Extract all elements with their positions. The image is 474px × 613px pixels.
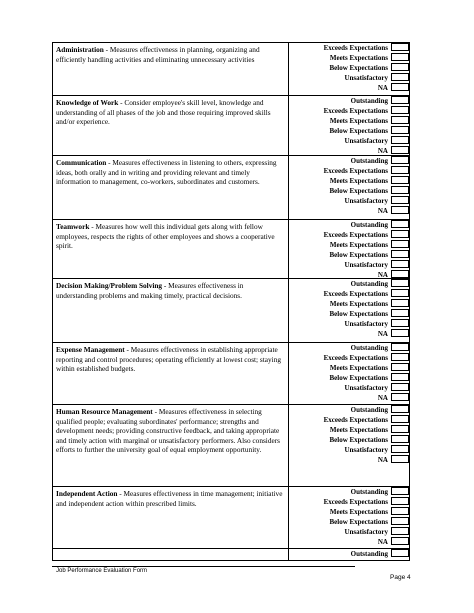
rating-option	[289, 176, 409, 186]
rating-checkbox[interactable]	[391, 497, 409, 505]
rating-checkbox[interactable]	[391, 507, 409, 515]
rating-label: Unsatisfactory	[344, 446, 388, 454]
criterion-title: Knowledge of Work	[56, 98, 119, 107]
rating-label: Outstanding	[350, 157, 388, 165]
rating-checkbox[interactable]	[391, 166, 409, 174]
rating-label: Exceeds Expectations	[323, 290, 388, 298]
rating-option	[289, 299, 409, 309]
rating-checkbox[interactable]	[391, 425, 409, 433]
rating-label: Unsatisfactory	[344, 528, 388, 536]
rating-option	[289, 329, 409, 339]
rating-label: Meets Expectations	[329, 508, 388, 516]
rating-checkbox[interactable]	[391, 83, 409, 91]
criterion-row	[53, 220, 409, 279]
rating-checkbox[interactable]	[391, 96, 409, 104]
rating-option	[289, 497, 409, 507]
rating-option	[289, 363, 409, 373]
rating-label: Meets Expectations	[329, 177, 388, 185]
rating-checkbox[interactable]	[391, 73, 409, 81]
rating-checkbox[interactable]	[391, 43, 409, 51]
criterion-text: - Measures effectiveness in time management; initiative and independent action within prescribed limits.	[56, 489, 283, 508]
criterion-description	[53, 43, 289, 95]
rating-label: Meets Expectations	[329, 241, 388, 249]
rating-label: Unsatisfactory	[344, 384, 388, 392]
rating-checkbox[interactable]	[391, 329, 409, 337]
rating-option	[289, 156, 409, 166]
rating-option	[289, 343, 409, 353]
rating-label: Below Expectations	[329, 127, 388, 135]
footer-form-name: Job Performance Evaluation Form	[56, 568, 148, 574]
rating-label: Unsatisfactory	[344, 74, 388, 82]
rating-option	[289, 166, 409, 176]
criterion-row	[53, 487, 409, 549]
criterion-title: Decision Making/Problem Solving	[56, 281, 163, 290]
rating-checkbox[interactable]	[391, 549, 409, 557]
rating-option	[289, 279, 409, 289]
rating-option	[289, 206, 409, 216]
rating-label: Meets Expectations	[329, 54, 388, 62]
criterion-title: Administration	[56, 45, 104, 54]
rating-option	[289, 425, 409, 435]
rating-options	[289, 96, 409, 155]
rating-label: Exceeds Expectations	[323, 416, 388, 424]
rating-label: Unsatisfactory	[344, 261, 388, 269]
criterion-row	[53, 156, 409, 220]
rating-checkbox[interactable]	[391, 206, 409, 214]
rating-label: Meets Expectations	[329, 426, 388, 434]
rating-option	[289, 240, 409, 250]
rating-option	[289, 415, 409, 425]
rating-option	[289, 527, 409, 537]
criterion-description	[53, 156, 289, 219]
criterion-title: Communication	[56, 158, 107, 167]
rating-label: Outstanding	[350, 550, 388, 558]
rating-checkbox[interactable]	[391, 63, 409, 71]
rating-option	[289, 73, 409, 83]
rating-checkbox[interactable]	[391, 415, 409, 423]
criterion-text: - Measures effectiveness in planning, organizing and efficiently handling activities and eliminating unnecessary activities	[56, 45, 260, 64]
rating-label: NA	[377, 330, 388, 338]
rating-option	[289, 43, 409, 53]
rating-label: Exceeds Expectations	[323, 44, 388, 52]
rating-checkbox[interactable]	[391, 383, 409, 391]
rating-label: Below Expectations	[329, 310, 388, 318]
rating-option	[289, 230, 409, 240]
rating-option	[289, 196, 409, 206]
rating-label: Outstanding	[350, 406, 388, 414]
criterion-description	[53, 220, 289, 278]
rating-options	[289, 156, 409, 219]
criterion-text: - Measures effectiveness in listening to others, expressing ideas, both orally and in writing and providing relevant and timely information to management, co-workers, subordinates and customers.	[56, 158, 277, 187]
criterion-text: - Measures effectiveness in selecting qualified people; evaluating subordinates' performance; strengths and development needs; providing constructive feedback, and taking appropriate and timely action with marginal or unsatisfactory performers. Also considers efforts to further the university goal of equal employment opportunity.	[56, 407, 280, 455]
rating-label: Below Expectations	[329, 251, 388, 259]
rating-label: NA	[377, 271, 388, 279]
rating-label: NA	[377, 207, 388, 215]
criterion-text: - Measures effectiveness in establishing appropriate reporting and control procedures; operating efficiently at lowest cost; staying within established budgets.	[56, 345, 281, 374]
rating-checkbox[interactable]	[391, 196, 409, 204]
rating-option	[289, 445, 409, 455]
criterion-text: - Measures effectiveness in understanding problems and making timely, practical decisions.	[56, 281, 244, 300]
rating-checkbox[interactable]	[391, 186, 409, 194]
page-number: Page 4	[390, 574, 411, 581]
rating-option	[289, 319, 409, 329]
rating-checkbox[interactable]	[391, 537, 409, 545]
rating-option	[289, 83, 409, 93]
rating-option	[289, 435, 409, 445]
rating-checkbox[interactable]	[391, 116, 409, 124]
rating-checkbox[interactable]	[391, 363, 409, 371]
rating-checkbox[interactable]	[391, 126, 409, 134]
rating-option	[289, 116, 409, 126]
rating-option	[289, 106, 409, 116]
rating-label: NA	[377, 84, 388, 92]
rating-option	[289, 393, 409, 403]
rating-checkbox[interactable]	[391, 279, 409, 287]
rating-option	[289, 96, 409, 106]
rating-checkbox[interactable]	[391, 270, 409, 278]
rating-option	[289, 487, 409, 497]
rating-label: Below Expectations	[329, 64, 388, 72]
rating-options	[289, 220, 409, 278]
rating-option	[289, 507, 409, 517]
rating-checkbox[interactable]	[391, 517, 409, 525]
criterion-row	[53, 343, 409, 405]
rating-label: Unsatisfactory	[344, 137, 388, 145]
criterion-description	[53, 487, 289, 548]
rating-checkbox[interactable]	[391, 319, 409, 327]
rating-option	[289, 549, 409, 559]
rating-option	[289, 373, 409, 383]
rating-option	[289, 63, 409, 73]
rating-label: Below Expectations	[329, 518, 388, 526]
rating-label: Below Expectations	[329, 436, 388, 444]
rating-checkbox[interactable]	[391, 373, 409, 381]
rating-options	[289, 487, 409, 548]
rating-label: Below Expectations	[329, 187, 388, 195]
rating-checkbox[interactable]	[391, 146, 409, 154]
criterion-title: Human Resource Management	[56, 407, 153, 416]
rating-label: Unsatisfactory	[344, 320, 388, 328]
rating-checkbox[interactable]	[391, 220, 409, 228]
rating-checkbox[interactable]	[391, 435, 409, 443]
rating-label: Exceeds Expectations	[323, 231, 388, 239]
rating-label: Exceeds Expectations	[323, 167, 388, 175]
rating-option	[289, 186, 409, 196]
criterion-row	[53, 96, 409, 156]
criterion-title: Teamwork	[56, 222, 90, 231]
rating-checkbox[interactable]	[391, 230, 409, 238]
rating-label: NA	[377, 147, 388, 155]
rating-checkbox[interactable]	[391, 240, 409, 248]
rating-option	[289, 309, 409, 319]
rating-label: Outstanding	[350, 221, 388, 229]
rating-label: Meets Expectations	[329, 364, 388, 372]
rating-label: Exceeds Expectations	[323, 354, 388, 362]
rating-checkbox[interactable]	[391, 343, 409, 351]
rating-label: Unsatisfactory	[344, 197, 388, 205]
rating-checkbox[interactable]	[391, 445, 409, 453]
rating-options	[289, 343, 409, 404]
rating-label: Outstanding	[350, 344, 388, 352]
criterion-description	[53, 96, 289, 155]
rating-option	[289, 146, 409, 156]
rating-options	[289, 279, 409, 342]
rating-option	[289, 383, 409, 393]
criterion-row	[53, 42, 409, 96]
criterion-description	[53, 343, 289, 404]
rating-checkbox[interactable]	[391, 260, 409, 268]
criterion-description	[53, 279, 289, 342]
criterion-description	[53, 405, 289, 486]
rating-option	[289, 126, 409, 136]
criterion-title: Independent Action	[56, 489, 118, 498]
rating-options	[289, 405, 409, 486]
rating-checkbox[interactable]	[391, 156, 409, 164]
rating-label: NA	[377, 394, 388, 402]
rating-checkbox[interactable]	[391, 136, 409, 144]
rating-checkbox[interactable]	[391, 289, 409, 297]
rating-option	[289, 405, 409, 415]
rating-options	[289, 43, 409, 95]
criterion-text: - Consider employee's skill level, knowledge and understanding of all phases of the job and those requiring improved skills and/or experience.	[56, 98, 271, 127]
rating-checkbox[interactable]	[391, 106, 409, 114]
footer-divider	[52, 566, 355, 567]
rating-option	[289, 289, 409, 299]
rating-checkbox[interactable]	[391, 53, 409, 61]
criterion-text: - Measures how well this individual gets along with fellow employees, respects the rights of other employees and shows a cooperative spirit.	[56, 222, 275, 251]
rating-option	[289, 537, 409, 547]
criterion-title: Expense Management	[56, 345, 125, 354]
rating-checkbox[interactable]	[391, 250, 409, 258]
rating-checkbox[interactable]	[391, 353, 409, 361]
rating-checkbox[interactable]	[391, 309, 409, 317]
rating-label: Exceeds Expectations	[323, 498, 388, 506]
rating-label: Outstanding	[350, 280, 388, 288]
rating-checkbox[interactable]	[391, 393, 409, 401]
criterion-description	[53, 549, 289, 560]
rating-checkbox[interactable]	[391, 527, 409, 535]
rating-label: Outstanding	[350, 97, 388, 105]
evaluation-table	[52, 42, 410, 561]
rating-option	[289, 455, 409, 465]
criterion-row	[53, 279, 409, 343]
rating-option	[289, 220, 409, 230]
rating-label: Below Expectations	[329, 374, 388, 382]
rating-option	[289, 136, 409, 146]
rating-label: Exceeds Expectations	[323, 107, 388, 115]
rating-checkbox[interactable]	[391, 455, 409, 463]
rating-option	[289, 517, 409, 527]
rating-option	[289, 53, 409, 63]
rating-checkbox[interactable]	[391, 487, 409, 495]
criterion-row	[53, 549, 409, 561]
rating-label: NA	[377, 456, 388, 464]
rating-option	[289, 353, 409, 363]
rating-checkbox[interactable]	[391, 299, 409, 307]
rating-option	[289, 260, 409, 270]
rating-option	[289, 250, 409, 260]
rating-checkbox[interactable]	[391, 405, 409, 413]
criterion-row	[53, 405, 409, 487]
rating-label: Meets Expectations	[329, 117, 388, 125]
rating-options	[289, 549, 409, 560]
rating-checkbox[interactable]	[391, 176, 409, 184]
rating-label: Outstanding	[350, 488, 388, 496]
rating-label: Meets Expectations	[329, 300, 388, 308]
rating-label: NA	[377, 538, 388, 546]
